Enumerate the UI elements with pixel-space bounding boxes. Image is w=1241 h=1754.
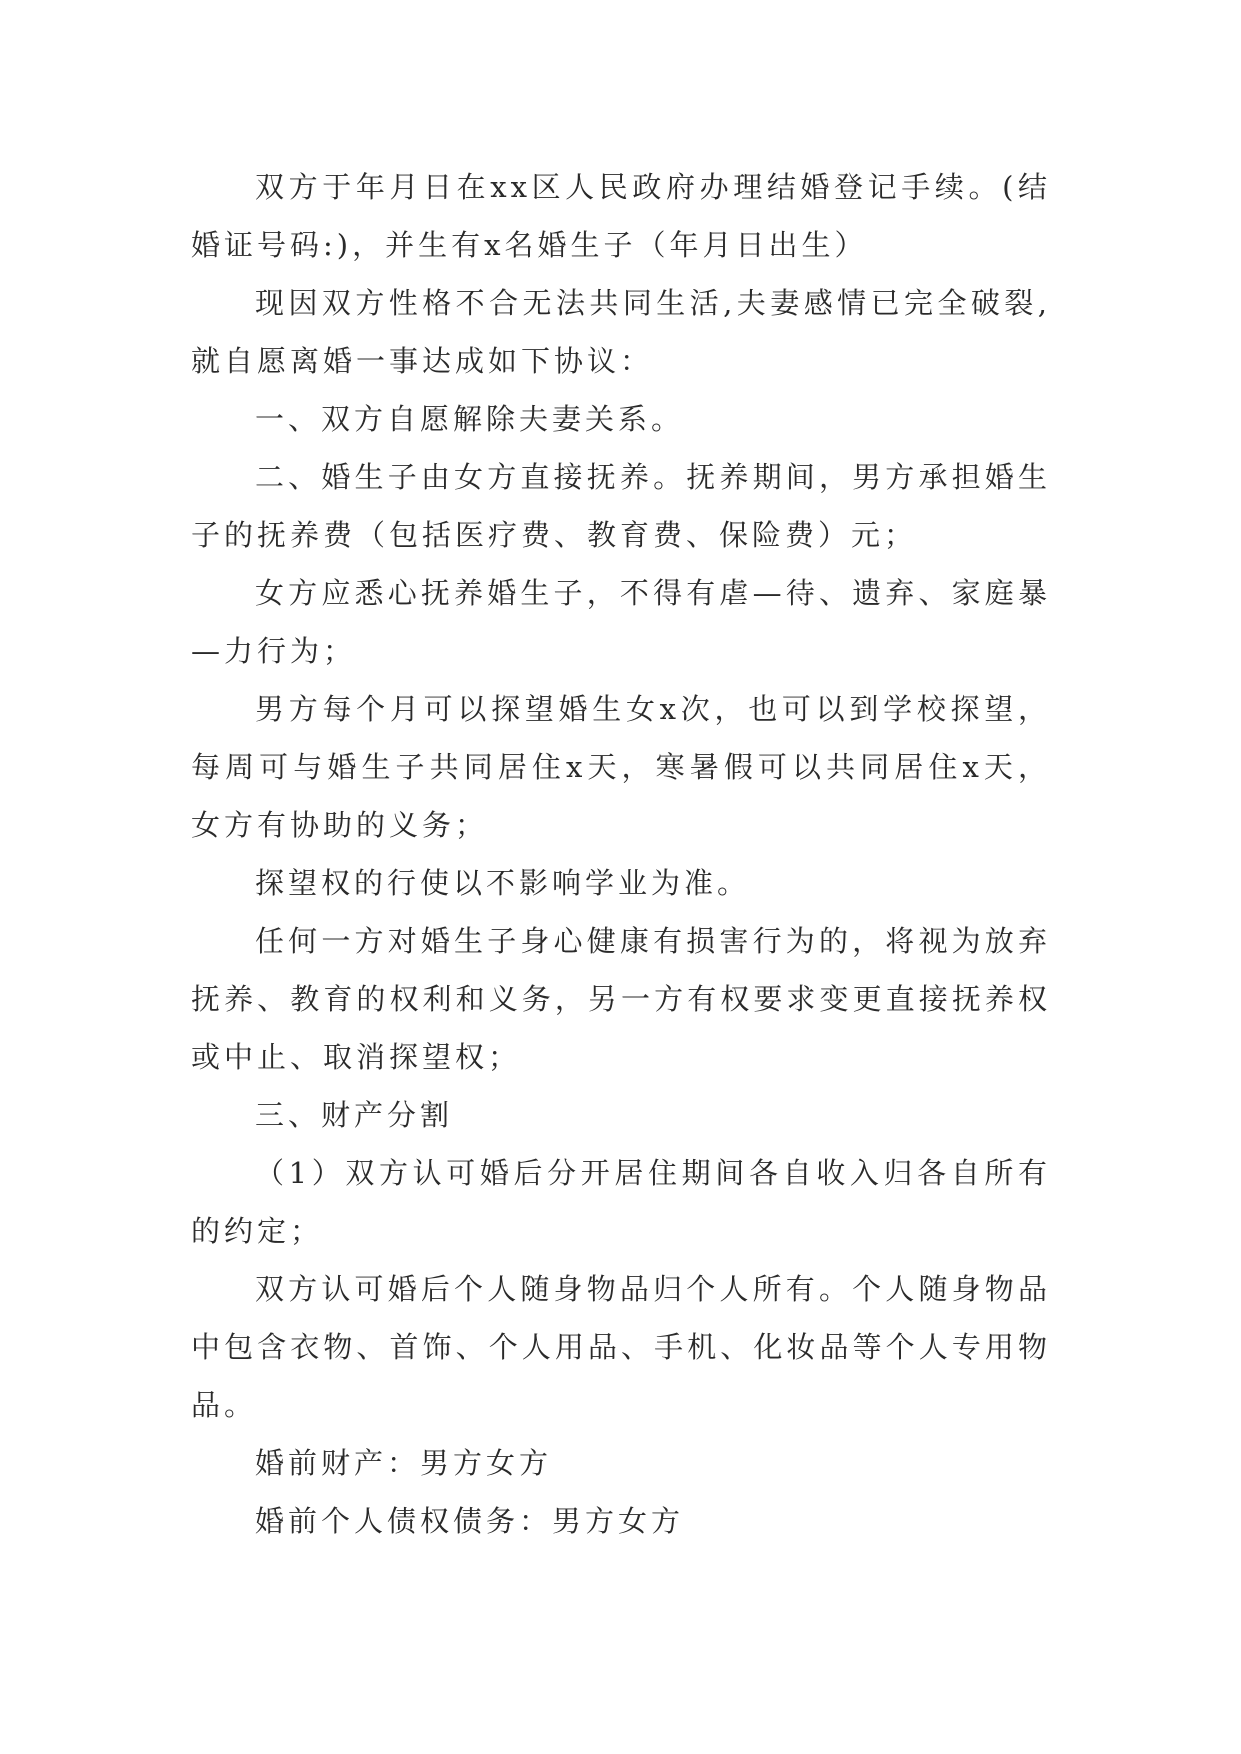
paragraph-reason-divorce: 现因双方性格不合无法共同生活,夫妻感情已完全破裂,就自愿离婚一事达成如下协议： — [191, 286, 1051, 378]
paragraph-property-income: （1）双方认可婚后分开居住期间各自收入归各自所有的约定； — [191, 1156, 1051, 1248]
paragraph-premarital-property: 婚前财产：男方女方 — [255, 1446, 553, 1480]
paragraph-clause-1: 一、双方自愿解除夫妻关系。 — [255, 402, 685, 436]
paragraph-personal-items: 双方认可婚后个人随身物品归个人所有。个人随身物品中包含衣物、首饰、个人用品、手机、化妆品等个人专用物品。 — [191, 1272, 1051, 1422]
paragraph-care-obligation: 女方应悉心抚养婚生子，不得有虐—待、遗弃、家庭暴—力行为； — [191, 576, 1051, 668]
paragraph-clause-2-custody: 二、婚生子由女方直接抚养。抚养期间，男方承担婚生子的抚养费（包括医疗费、教育费、保险费）元； — [191, 460, 1051, 552]
paragraph-marriage-registration: 双方于年月日在xx区人民政府办理结婚登记手续。(结婚证号码:)，并生有x名婚生子（年月日出生） — [191, 170, 1051, 262]
paragraph-clause-3-property: 三、财产分割 — [255, 1098, 454, 1132]
paragraph-harm-clause: 任何一方对婚生子身心健康有损害行为的，将视为放弃抚养、教育的权利和义务，另一方有权要求变更直接抚养权或中止、取消探望权； — [191, 924, 1051, 1074]
paragraph-visitation: 男方每个月可以探望婚生女x次，也可以到学校探望，每周可与婚生子共同居住x天，寒暑假可以共同居住x天，女方有协助的义务； — [191, 692, 1051, 842]
paragraph-visitation-condition: 探望权的行使以不影响学业为准。 — [255, 866, 751, 900]
document-body — [191, 158, 1051, 1550]
paragraph-premarital-debts: 婚前个人债权债务：男方女方 — [255, 1504, 685, 1538]
